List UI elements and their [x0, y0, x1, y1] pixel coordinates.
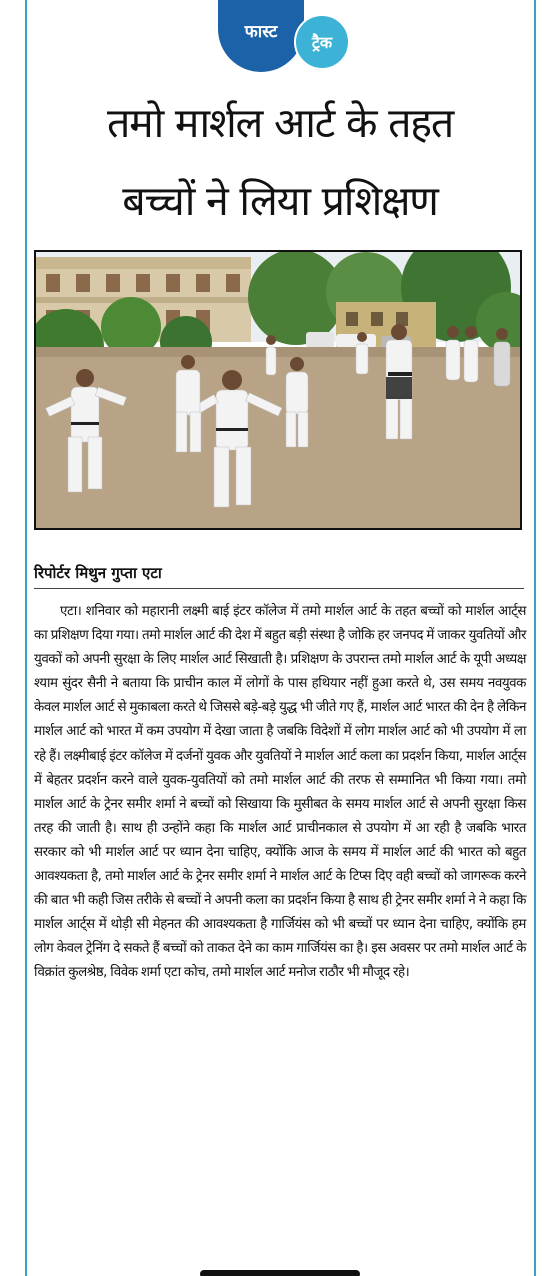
headline-line-2: बच्चों ने लिया प्रशिक्षण: [122, 177, 438, 225]
byline-divider: [34, 588, 524, 589]
next-headline-cutoff: [200, 1266, 360, 1276]
page-frame-left-border: [25, 0, 27, 1276]
article-photo: [34, 250, 522, 530]
byline: रिपोर्टर मिथुन गुप्ता एटा: [34, 564, 162, 582]
page-frame-right-border: [534, 0, 536, 1276]
fast-track-badge-track: ट्रैक: [294, 14, 350, 70]
photo-illustration: [36, 252, 520, 528]
headline: [30, 84, 530, 240]
fast-track-badge-fast: फास्ट: [218, 0, 304, 72]
article-body: एटा। शनिवार को महारानी लक्ष्मी बाई इंटर कॉलेज में तमो मार्शल आर्ट के तहत बच्चों को मार्शल आर्ट्स का प्रशिक्षण दिया गया। तमो मार्शल आर्ट की देश में बहुत बड़ी संस्था है जोकि हर जनपद में जाकर युवतियों और युवकों को अपनी सुरक्षा के लिए मार्शल आर्ट सिखाती है। प्रशिक्षण के उपरान्त तमो मार्शल आर्ट के यूपी अध्यक्ष श्याम सुंदर सैनी ने बताया कि प्राचीन काल में लोगों के पास हथियार नहीं हुआ करते थे, उस समय नवयुवक केवल मार्शल आर्ट से मुकाबला करते थे जिससे बड़े-बड़े युद्ध भी जीते गए हैं, मार्शल आर्ट भारत की देन है लेकिन मार्शल आर्ट को भारत में कम उपयोग में देखा जाता है जबकि विदेशों में लोग मार्शल आर्ट को भी उपयोग में ला रहे हैं। लक्ष्मीबाई इंटर कॉलेज में दर्जनों युवक और युवतियों ने मार्शल आर्ट कला का प्रदर्शन किया, मार्शल आर्ट्स में बेहतर प्रदर्शन करने वाले युवक-युवतियों को तमो मार्शल आर्ट की तरफ से सम्मानित भी किया गया। तमो मार्शल आर्ट के ट्रेनर समीर शर्मा ने बच्चों को सिखाया कि मुसीबत के समय मार्शल आर्ट से अपनी सुरक्षा किस तरह की जाती है। साथ ही उन्होंने कहा कि मार्शल आर्ट प्राचीनकाल से उपयोग में आ रही है जबकि भारत सरकार को भी मार्शल आर्ट पर ध्यान देना चाहिए, क्योंकि आज के समय में मार्शल आर्ट की भारत को बहुत आवश्यकता है, तमो मार्शल आर्ट के ट्रेनर समीर शर्मा ने मार्शल आर्ट के टिप्स दिए वही बच्चों को जागरूक करने की बात भी कही जिस तरीके से बच्चों ने अपनी कला का प्रदर्शन किया है साथ ही ट्रेनर समीर शर्मा ने ने कहा कि मार्शल आर्ट्स में थोड़ी सी मेहनत की आवश्यकता है गार्जियंस को भी बच्चों पर ध्यान देना चाहिए, क्योंकि हम लोग केवल ट्रेनिंग दे सकते हैं बच्चों को ताकत देने का काम गार्जियंस का है। इस अवसर पर तमो मार्शल आर्ट के विक्रांत कुलश्रेष्ठ, विवेक शर्मा एटा कोच, तमो मार्शल आर्ट मनोज राठौर भी मौजूद रहे।: [34, 604, 526, 981]
headline-line-1: तमो मार्शल आर्ट के तहत: [106, 99, 454, 147]
